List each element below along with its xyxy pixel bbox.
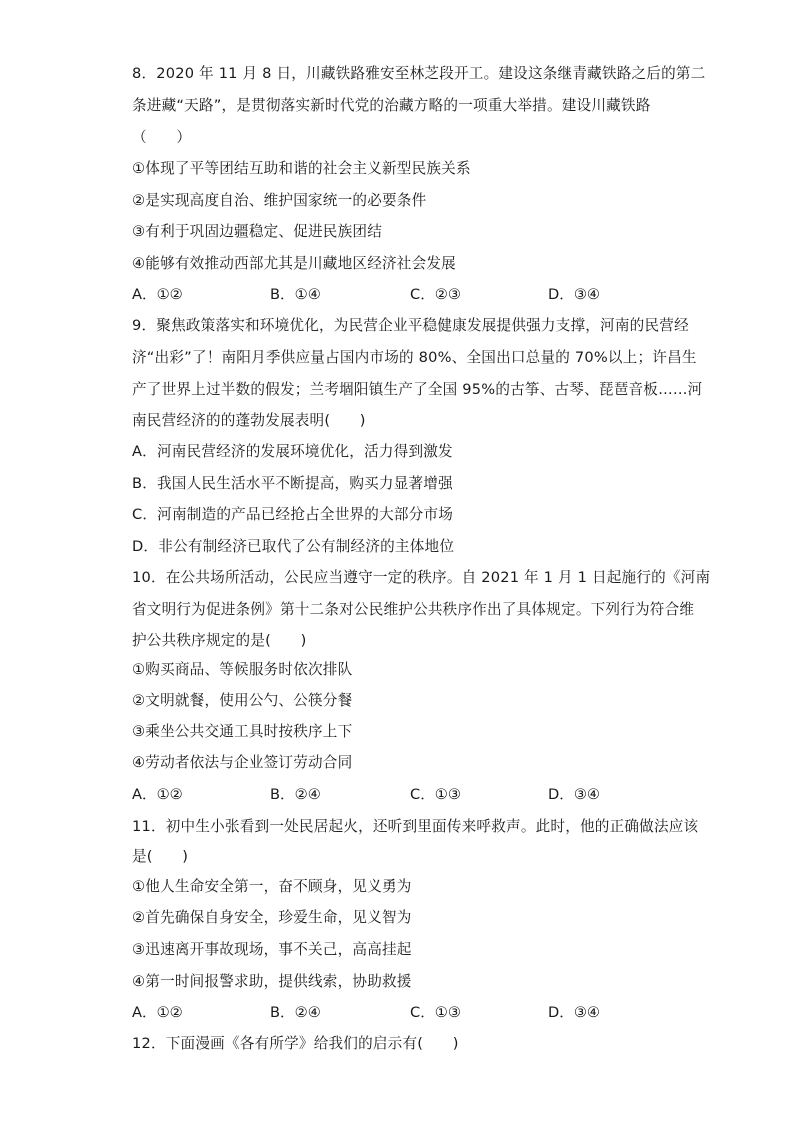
q10-item-3: ③乘坐公共交通工具时按秩序上下 [132,723,353,740]
q8-option-b: B．①④ [270,286,321,303]
q9-choice-b: B．我国人民生活水平不断提高，购买力显著增强 [132,475,453,492]
q11-stem-line-2: 是( ) [132,848,189,865]
q9-choice-d: D．非公有制经济已取代了公有制经济的主体地位 [132,538,455,555]
q11-option-d: D．③④ [548,1004,600,1021]
q11-option-c: C．①③ [410,1004,461,1021]
q11-option-a: A．①② [132,1004,183,1021]
q10-item-2: ②文明就餐，使用公勺、公筷分餐 [132,692,353,709]
q11-item-1: ①他人生命安全第一，奋不顾身，见义勇为 [132,878,412,895]
q8-item-1: ①体现了平等团结互助和谐的社会主义新型民族关系 [132,160,471,177]
q9-stem-line-2: 济“出彩”了！南阳月季供应量占国内市场的 80%、全国出口总量的 70%以上；许昌生 [132,349,697,366]
q9-choice-c: C．河南制造的产品已经抢占全世界的大部分市场 [132,506,454,523]
q8-option-a: A．①② [132,286,183,303]
q9-choice-a: A．河南民营经济的发展环境优化，活力得到激发 [132,443,453,460]
q11-item-2: ②首先确保自身安全，珍爱生命，见义智为 [132,909,412,926]
q10-option-d: D．③④ [548,786,600,803]
q10-stem-line-2: 省文明行为促进条例》第十二条对公民维护公共秩序作出了具体规定。下列行为符合维 [132,601,695,618]
q9-stem-line-3: 产了世界上过半数的假发；兰考堌阳镇生产了全国 95%的古筝、古琴、琵琶音板……河 [132,381,703,398]
q10-item-1: ①购买商品、等候服务时依次排队 [132,661,353,678]
q9-stem-line-4: 南民营经济的的蓬勃发展表明( ) [132,412,366,429]
q10-stem-line-3: 护公共秩序规定的是( ) [132,632,307,649]
q10-option-b: B．②④ [270,786,321,803]
q8-item-3: ③有利于巩固边疆稳定、促进民族团结 [132,223,382,240]
q8-stem-line-3: （ ） [132,129,192,146]
q10-item-4: ④劳动者依法与企业签订劳动合同 [132,754,353,771]
q10-stem-line-1: 10．在公共场所活动，公民应当遵守一定的秩序。自 2021 年 1 月 1 日起施行的《河南 [132,569,711,586]
q8-stem-line-2: 条进藏“天路”，是贯彻落实新时代党的治藏方略的一项重大举措。建设川藏铁路 [132,97,651,114]
q8-option-d: D．③④ [548,286,600,303]
q10-option-c: C．①③ [410,786,461,803]
q11-item-3: ③迅速离开事故现场，事不关己，高高挂起 [132,941,412,958]
q8-item-4: ④能够有效推动西部尤其是川藏地区经济社会发展 [132,255,456,272]
q10-option-a: A．①② [132,786,183,803]
q8-option-c: C．②③ [410,286,461,303]
q12-stem-line-1: 12．下面漫画《各有所学》给我们的启示有( ) [132,1035,459,1052]
q8-stem-line-1: 8．2020 年 11 月 8 日，川藏铁路雅安至林芝段开工。建设这条继青藏铁路之后的第二 [132,65,706,82]
q11-option-b: B．②④ [270,1004,321,1021]
q8-item-2: ②是实现高度自治、维护国家统一的必要条件 [132,192,427,209]
q9-stem-line-1: 9．聚焦政策落实和环境优化，为民营企业平稳健康发展提供强力支撑，河南的民营经 [132,317,689,334]
q11-stem-line-1: 11．初中生小张看到一处民居起火，还听到里面传来呼救声。此时，他的正确做法应该 [132,818,699,835]
q11-item-4: ④第一时间报警求助，提供线索，协助救援 [132,973,412,990]
